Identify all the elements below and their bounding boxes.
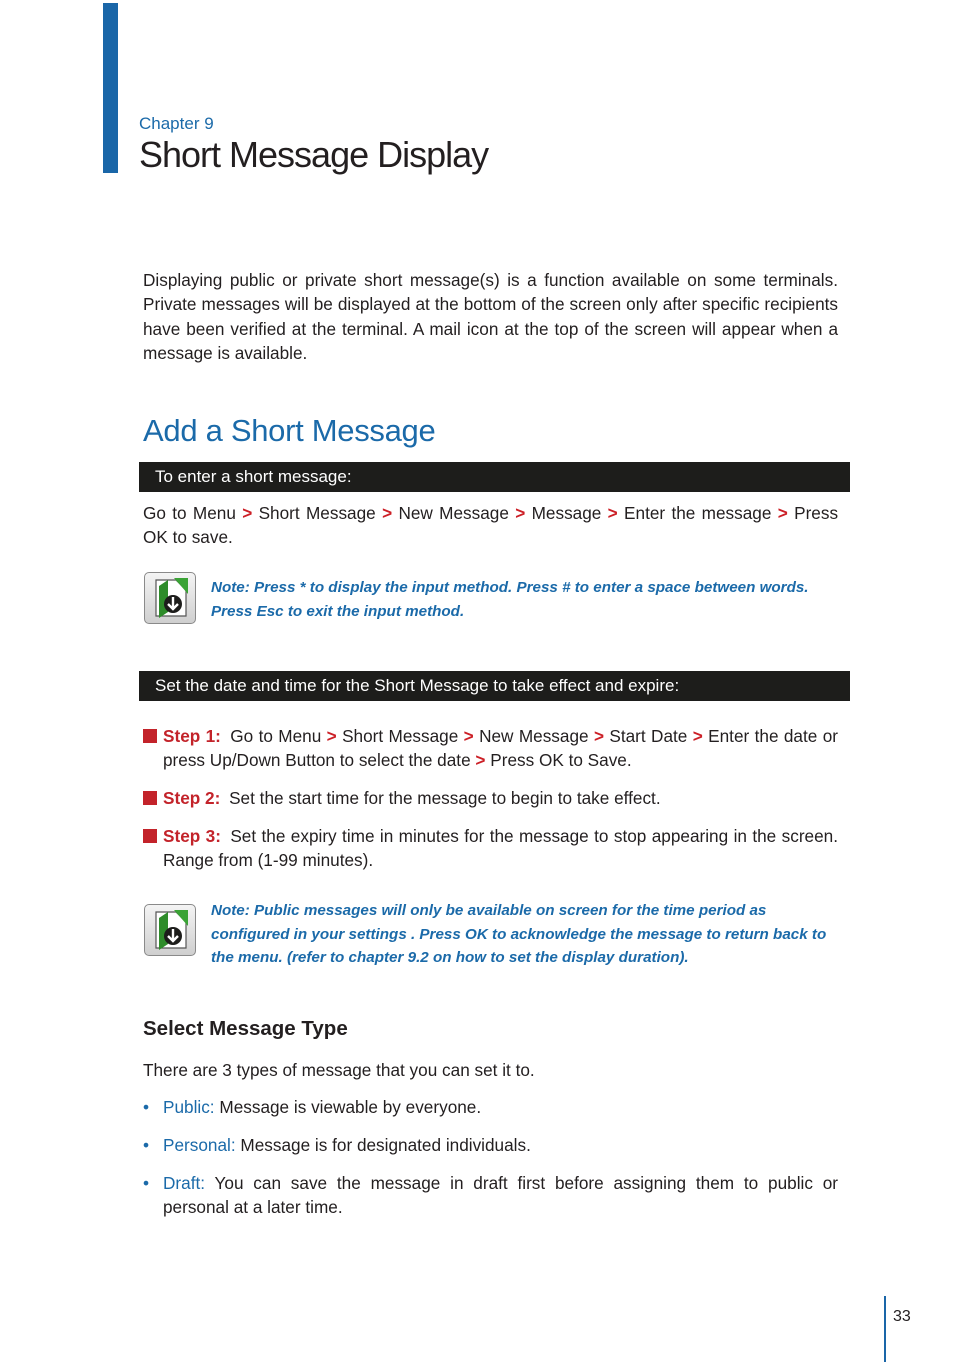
step-part: Press OK to Save.	[490, 750, 632, 771]
path-separator: >	[593, 726, 604, 746]
menu-path-step: New Message	[398, 503, 509, 523]
intro-paragraph: Displaying public or private short message(s) is a function available on some terminals. Private messages will be displayed at the bottom of the screen only after specific recipients have been verified at the terminal. A mail icon at the top of the screen will appear when a message is available.	[143, 270, 838, 363]
note-input-method: Note: Press * to display the input method. Press # to enter a space between words. Press Esc to exit the input method.	[211, 579, 809, 620]
chapter-title: Short Message Display	[139, 134, 489, 175]
step-part: Enter the date or press Up/Down Button to select the date	[163, 726, 838, 771]
step-text: Set the expiry time in minutes for the message to stop appearing in the screen. Range from (1-99 minutes).	[163, 826, 838, 871]
date-time-bar: Set the date and time for the Short Message to take effect and expire:	[139, 671, 850, 701]
type-term: Public:	[163, 1097, 215, 1117]
note-download-icon	[144, 572, 196, 624]
path-separator: >	[607, 503, 618, 523]
path-separator: >	[463, 726, 474, 746]
path-separator: >	[326, 726, 337, 746]
section-title: Add a Short Message	[143, 413, 436, 448]
page-number: 33	[893, 1308, 911, 1325]
menu-path-step: Go to Menu	[143, 503, 236, 523]
step-text: Set the start time for the message to begin to take effect.	[229, 788, 661, 808]
step-part: New Message	[479, 726, 589, 746]
step-label: Step 2:	[163, 788, 221, 808]
note-download-icon	[144, 904, 196, 956]
path-separator: >	[242, 503, 253, 523]
select-type-intro: There are 3 types of message that you can set it to.	[143, 1060, 535, 1080]
path-separator: >	[515, 503, 526, 523]
chapter-label: Chapter 9	[139, 114, 214, 133]
list-item	[143, 1133, 838, 1157]
menu-path-step: Enter the message	[624, 503, 772, 523]
step-marker	[143, 829, 157, 843]
path-separator: >	[777, 503, 788, 523]
list-item	[143, 1095, 838, 1119]
step-3	[143, 824, 838, 873]
type-term: Draft:	[163, 1173, 206, 1193]
menu-path-step: Short Message	[258, 503, 376, 523]
list-item	[143, 1171, 838, 1220]
step-marker	[143, 791, 157, 805]
type-description: Message is for designated individuals.	[240, 1135, 531, 1155]
menu-path	[143, 501, 838, 550]
menu-path-step: Message	[531, 503, 602, 523]
step-1	[143, 724, 838, 773]
chapter-accent-bar	[103, 3, 118, 173]
bullet-marker: •	[143, 1135, 150, 1155]
step-label: Step 3:	[163, 826, 221, 846]
path-separator: >	[692, 726, 703, 746]
type-description: Message is viewable by everyone.	[219, 1097, 482, 1117]
step-marker	[143, 729, 157, 743]
bullet-marker: •	[143, 1173, 150, 1193]
step-part: Short Message	[342, 726, 459, 746]
path-separator: >	[382, 503, 393, 523]
path-separator: >	[475, 750, 486, 771]
page-number-rule	[884, 1296, 886, 1362]
bullet-marker: •	[143, 1097, 150, 1117]
select-type-heading: Select Message Type	[143, 1017, 348, 1040]
note-public-messages: Note: Public messages will only be available on screen for the time period as configured in your settings . Press OK to acknowledge the message to return back to the menu. (refer to chapter 9.2 on how to set the display duration).	[211, 902, 827, 966]
menu-path-step: Press OK to save.	[143, 503, 839, 548]
step-label: Step 1:	[163, 726, 221, 746]
type-description: You can save the message in draft first before assigning them to public or personal at a later time.	[163, 1173, 838, 1218]
step-2	[143, 786, 838, 810]
step-part: Go to Menu	[230, 726, 322, 746]
type-term: Personal:	[163, 1135, 236, 1155]
instruction-bar: To enter a short message:	[139, 462, 850, 492]
step-part: Start Date	[609, 726, 688, 746]
